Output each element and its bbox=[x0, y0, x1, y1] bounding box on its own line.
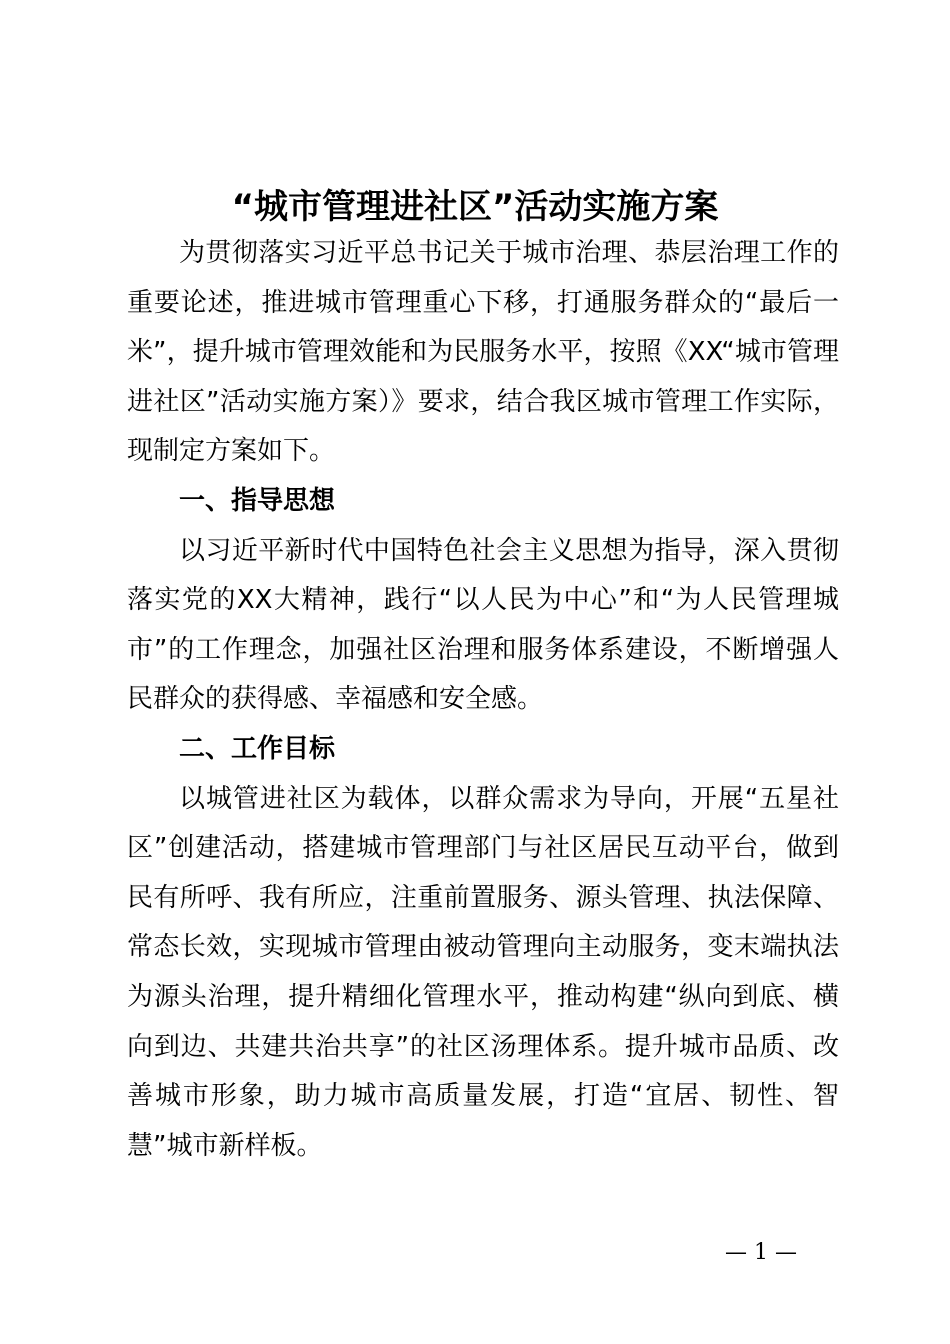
section-paragraph-work-goals: 以城管进社区为载体，以群众需求为导向，开展“五星社区”创建活动，搭建城市管理部门与社区居民互动平台，做到民有所呼、我有所应，注重前置服务、源头管理、执法保障、常态长效，实现城市管理由被动管理向主动服务，变末端执法为源头治理，提升精细化管理水平，推动构建“纵向到底、横向到边、共建共治共享”的社区汤理体系。提升城市品质、改善城市形象，助力城市高质量发展，打造“宜居、韧性、智慧”城市新样板。 bbox=[127, 783, 839, 1161]
intro-paragraph: 为贯彻落实习近平总书记关于城市治理、恭层治理工作的重要论述，推进城市管理重心下移，打通服务群众的“最后一米”，提升城市管理效能和为民服务水平，按照《XX“城市管理进社区”活动实施方案）》要求，结合我区城市管理工作实际，现制定方案如下。 bbox=[127, 238, 839, 467]
section-paragraph-guiding-ideology: 以习近平新时代中国特色社会主义思想为指导，深入贯彻落实党的XX大精神，践行“以人民为中心”和“为人民管理城市”的工作理念，加强社区治理和服务体系建设，不断增强人民群众的获得感、幸福感和安全感。 bbox=[127, 535, 839, 715]
section-heading-guiding-ideology: 一、指导思想 bbox=[179, 485, 336, 516]
page-number: — 1 — bbox=[725, 1240, 797, 1265]
document-title: “城市管理进社区”活动实施方案 bbox=[231, 187, 719, 227]
section-heading-work-goals: 二、工作目标 bbox=[179, 733, 336, 764]
document-body bbox=[127, 229, 839, 1171]
